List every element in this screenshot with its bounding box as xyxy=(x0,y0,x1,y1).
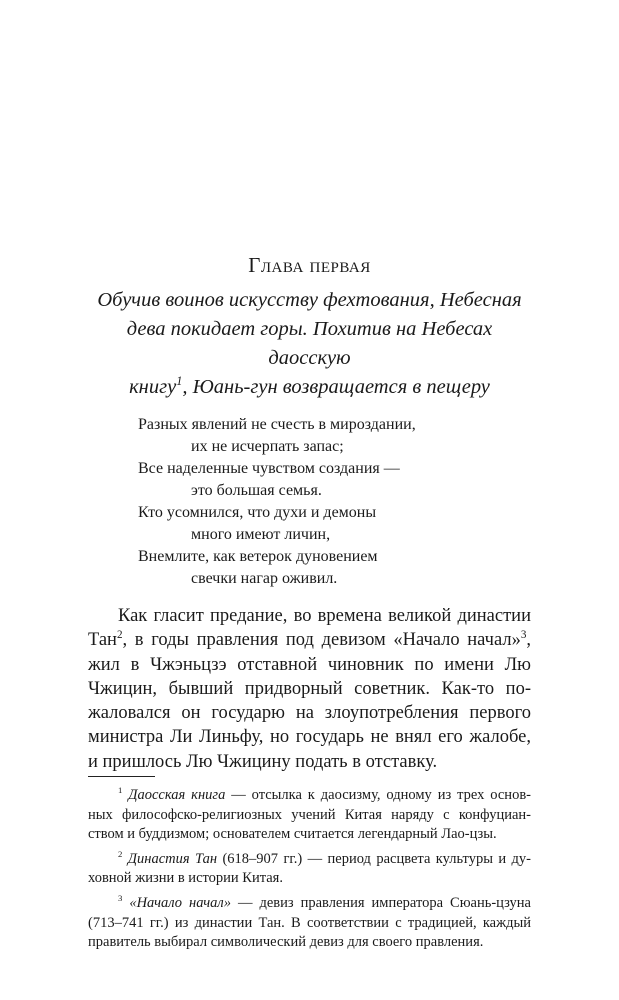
epigraph-poem xyxy=(88,414,531,590)
footnote-1 xyxy=(88,786,531,845)
footnote-2 xyxy=(88,850,531,889)
body-line: министра Ли Линьфу, но государь не внял его жалобе, xyxy=(88,727,531,748)
footnote-line: ных философско-религиозных учений Китая наряду с конфуциан- xyxy=(88,806,531,823)
body-line: жил в Чжэньцзэ отставной чиновник по имени Лю xyxy=(88,654,531,675)
subtitle-line: Обучив воинов искусству фехтования, Небесная xyxy=(97,289,522,311)
footnote-ref[interactable]: 2 xyxy=(116,629,123,642)
footnote-term: «Начало начал» xyxy=(129,895,231,912)
poem-line: много имеют личин, xyxy=(191,526,331,543)
footnote-term: Династия Тан xyxy=(127,850,218,867)
footnote-ref[interactable]: 1 xyxy=(176,374,183,389)
body-line: Как гласит предание, во времена великой династии xyxy=(118,606,531,626)
body-paragraph xyxy=(88,604,531,774)
footnote-ref[interactable]: 3 xyxy=(520,629,527,642)
footnote-number: 1 xyxy=(118,785,123,796)
footnote-line: ховной жизни в истории Китая. xyxy=(88,870,283,887)
body-line: и пришлось Лю Чжицину подать в отставку. xyxy=(88,751,438,772)
poem-line: свечки нагар оживил. xyxy=(191,570,338,587)
body-text: Тан xyxy=(88,630,117,651)
footnote-3 xyxy=(88,894,531,953)
body-line xyxy=(88,628,531,652)
footnote-text: — отсылка к даосизму, одному из трех основ- xyxy=(225,787,531,804)
poem-line: Внемлите, как ветерок дуновением xyxy=(138,548,378,565)
poem-line: Кто усомнился, что духи и демоны xyxy=(138,504,377,521)
body-text: , xyxy=(526,630,531,651)
footnote-text: — девиз правления императора Сюань-цзуна xyxy=(231,895,531,912)
body-line: жаловался он государю на злоупотребления первого xyxy=(88,703,531,724)
footnote-line xyxy=(88,786,531,806)
poem-line: Все наделенные чувством создания — xyxy=(138,460,400,477)
footnote-term: Даосская книга xyxy=(128,787,226,804)
footnote-line: ством и буддизмом; основателем считается легендарный Лао-цзы. xyxy=(88,826,497,843)
chapter-subtitle xyxy=(88,286,531,402)
footnote-line xyxy=(88,850,531,870)
body-text: , в годы правления под девизом «Начало начал» xyxy=(122,630,521,651)
body-line: Чжицин, бывший придворный советник. Как-то по- xyxy=(88,678,531,699)
footnote-number: 3 xyxy=(118,893,123,904)
footnote-line: (713–741 гг.) из династии Тан. В соответствии с традицией, каждый xyxy=(88,914,531,931)
poem-line: это большая семья. xyxy=(191,482,322,499)
subtitle-line: дева покидает горы. Похитив на Небесах даосскую xyxy=(126,318,493,369)
chapter-title: Глава первая xyxy=(248,253,371,277)
footnote-text: (618–907 гг.) — период расцвета культуры и ду- xyxy=(217,850,532,867)
footnote-number: 2 xyxy=(118,849,123,860)
subtitle-text: , Юань-гун возвращается в пещеру xyxy=(182,376,490,398)
subtitle-text: книгу xyxy=(129,376,177,398)
subtitle-line xyxy=(88,373,531,402)
footnote-line: правитель выбирал символический девиз для своего правления. xyxy=(88,934,484,951)
footnotes xyxy=(88,786,531,953)
poem-line: их не исчерпать запас; xyxy=(191,438,344,455)
footnote-divider xyxy=(88,776,155,777)
footnote-line xyxy=(88,894,531,914)
poem-line: Разных явлений не счесть в мироздании, xyxy=(138,416,416,433)
